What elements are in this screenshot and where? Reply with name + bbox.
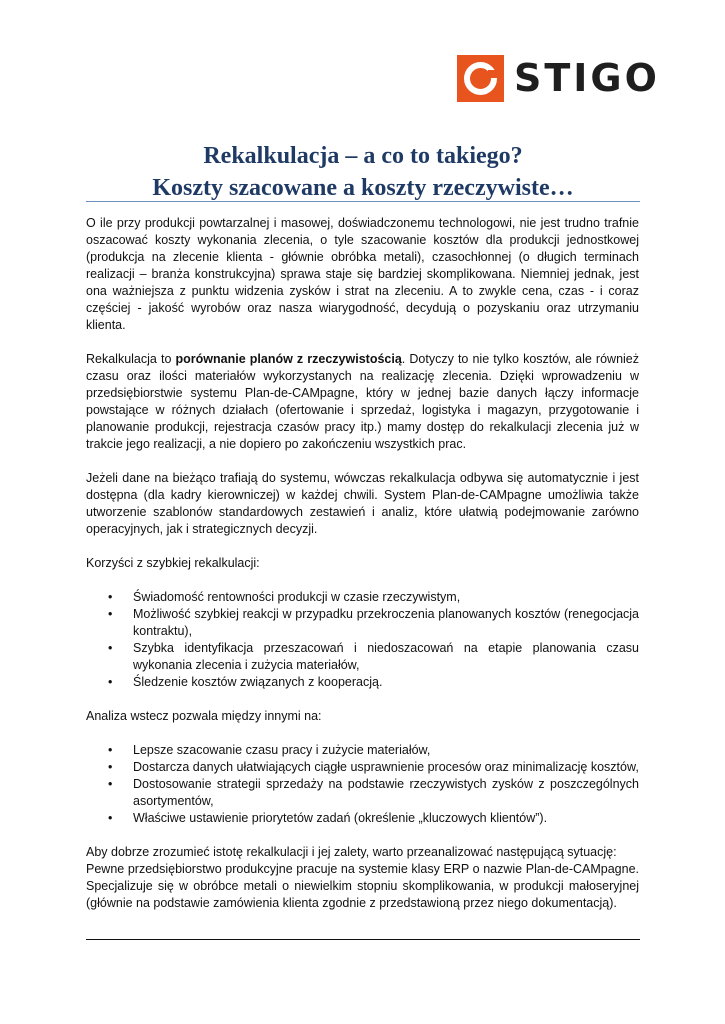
list-item: • Możliwość szybkiej reakcji w przypadku przekroczenia planowanych kosztów (renegocjacja kontraktu), <box>133 606 639 640</box>
title-block <box>86 140 640 204</box>
paragraph-definition <box>86 351 639 453</box>
paragraph-definition-start: Rekalkulacja to <box>86 352 176 366</box>
list-item: • Właściwe ustawienie priorytetów zadań (określenie „kluczowych klientów”). <box>133 810 639 827</box>
paragraph-definition-emphasis: porównanie planów z rzeczywistością <box>175 352 402 366</box>
logo-ring-icon <box>464 62 497 95</box>
paragraph-automation: Jeżeli dane na bieżąco trafiają do systemu, wówczas rekalkulacja odbywa się automatycznie i jest dostępna (dla kadry kierowniczej) w każdej chwili. System Plan-de-CAMpagne umożliwia także utworzenie szablonów standardowych zestawień i analiz, które ułatwią podejmowanie zarówno operacyjnych, jak i strategicznych decyzji. <box>86 471 639 536</box>
document-subtitle: Koszty szacowane a koszty rzeczywiste… <box>152 175 574 201</box>
paragraph-case-intro: Aby dobrze zrozumieć istotę rekalkulacji i jej zalety, warto przeanalizować następującą sytuację: <box>86 845 617 859</box>
list-item: • Śledzenie kosztów związanych z kooperacją. <box>133 674 639 691</box>
paragraph-intro: O ile przy produkcji powtarzalnej i masowej, doświadczonemu technologowi, nie jest trudno trafnie oszacować koszty wykonania zlecenia, o tyle szacowanie kosztów dla produkcji jednostkowej (produkcja na zlecenie klienta - głównie obróbka metali), czasochłonnej (o długich terminach realizacji – branża konstrukcyjna) sprawa staje się bardziej skomplikowana. Niemniej jednak, jest ona ważniejsza z punktu widzenia zysków i strat na zleceniu. A to zwykle cena, czas - i coraz częściej - jakość wyrobów oraz nasza wiarygodność, decydują o pozyskaniu oraz utrzymaniu klienta. <box>86 216 639 332</box>
logo-mark-icon <box>457 55 504 102</box>
list-item: • Dostarcza danych ułatwiających ciągłe usprawnienie procesów oraz minimalizację kosztów, <box>133 759 639 776</box>
logo-text: STIGO <box>514 56 660 100</box>
analysis-heading: Analiza wstecz pozwala między innymi na: <box>86 709 322 723</box>
list-item: • Dostosowanie strategii sprzedaży na podstawie rzeczywistych zysków z poszczególnych asortymentów, <box>133 776 639 810</box>
analysis-list <box>86 742 639 827</box>
paragraph-case-description: Pewne przedsiębiorstwo produkcyjne pracuje na systemie klasy ERP o nazwie Plan-de-CAMpagne. Specjalizuje się w obróbce metali o niewielkim stopniu skomplikowania, w produkcji małoseryjnej (głównie na podstawie zamówienia klienta zgodnie z przedstawioną przez niego dokumentacją). <box>86 862 639 910</box>
benefits-heading: Korzyści z szybkiej rekalkulacji: <box>86 556 260 570</box>
stigo-logo <box>457 55 660 102</box>
list-item: • Świadomość rentowności produkcji w czasie rzeczywistym, <box>133 589 639 606</box>
document-title: Rekalkulacja – a co to takiego? <box>203 143 523 169</box>
document-body <box>86 215 639 929</box>
paragraph-definition-end: . Dotyczy to nie tylko kosztów, ale również czasu oraz ilości materiałów wykorzystanych na realizację zlecenia. Dzięki wprowadzeniu w przedsiębiorstwie systemu Plan-de-CAMpagne, który w jednej bazie danych łączy informacje powstające w różnych działach (ofertowanie i sprzedaż, logistyka i magazyn, przygotowanie i planowanie produkcji, rejestracja czasów pracy itp.) mamy dostęp do rekalkulacji zlecenia już w trakcie jego realizacji, a nie dopiero po zakończeniu wszystkich prac. <box>86 352 639 451</box>
list-item: • Lepsze szacowanie czasu pracy i zużycie materiałów, <box>133 742 639 759</box>
benefits-list <box>86 589 639 691</box>
list-item: • Szybka identyfikacja przeszacowań i niedoszacowań na etapie planowania czasu wykonania zlecenia i zużycia materiałów, <box>133 640 639 674</box>
title-divider <box>86 201 640 202</box>
footer-divider <box>86 939 640 940</box>
